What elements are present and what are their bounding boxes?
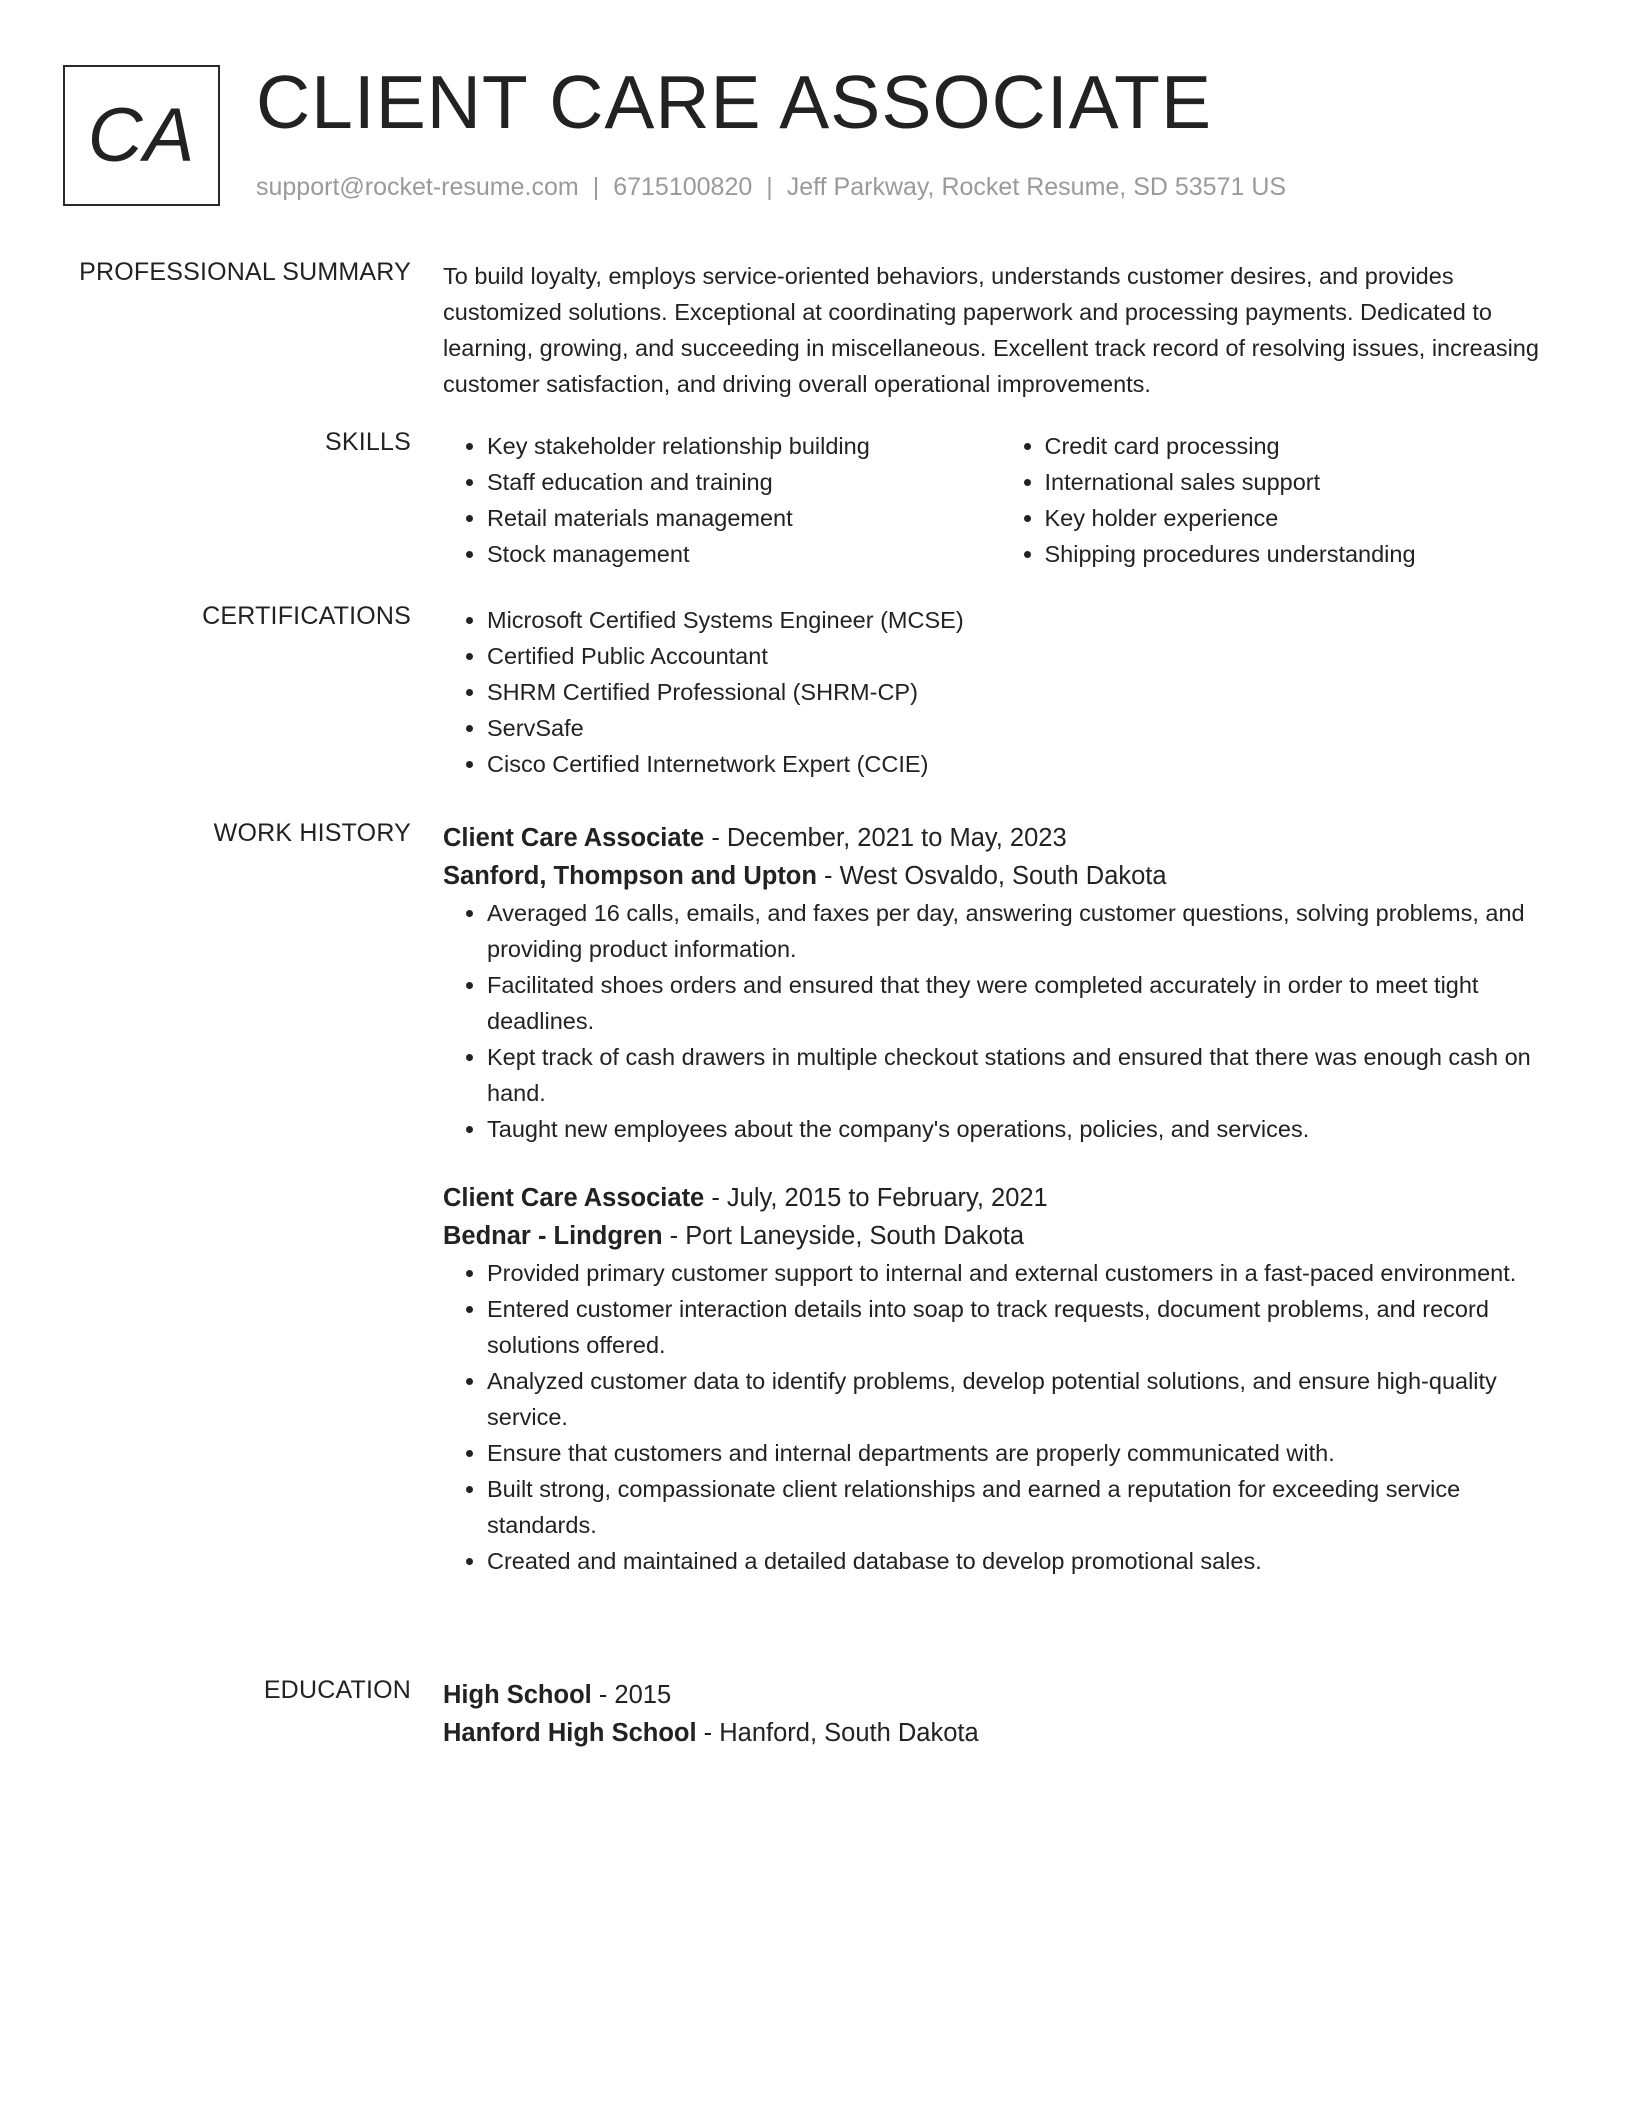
job-entry bbox=[443, 1179, 1558, 1579]
job-bullet: • Built strong, compassionate client relationships and earned a reputation for exceeding service standards. bbox=[487, 1471, 1558, 1543]
skill-item: • Key holder experience bbox=[1045, 500, 1559, 536]
job-company: Sanford, Thompson and Upton bbox=[443, 862, 817, 890]
job-bullet-list bbox=[443, 895, 1558, 1147]
skill-item: • Stock management bbox=[487, 536, 1001, 572]
certification-item: • Cisco Certified Internetwork Expert (CCIE) bbox=[487, 746, 1558, 782]
resume-header bbox=[63, 60, 1563, 210]
skills-list-right bbox=[1001, 428, 1559, 572]
section-label-work-history: WORK HISTORY bbox=[213, 819, 411, 847]
section-label-education: EDUCATION bbox=[263, 1676, 411, 1704]
job-bullet: • Created and maintained a detailed database to develop promotional sales. bbox=[487, 1543, 1558, 1579]
job-company: Bednar - Lindgren bbox=[443, 1222, 663, 1250]
skill-item: • Shipping procedures understanding bbox=[1045, 536, 1559, 572]
summary-body bbox=[443, 258, 1558, 402]
education-school: Hanford High School bbox=[443, 1719, 697, 1747]
job-bullet: • Analyzed customer data to identify problems, develop potential solutions, and ensure high-quality service. bbox=[487, 1363, 1558, 1435]
job-company-line bbox=[443, 1217, 1558, 1255]
summary-text: To build loyalty, employs service-oriented behaviors, understands customer desires, and provides customized solutions. Exceptional at coordinating paperwork and processing payments. Dedicated to learning, growing, and succeeding in miscellaneous. Excellent track record of resolving issues, increasing customer satisfaction, and driving overall operational improvements. bbox=[443, 263, 1539, 397]
education-year: - 2015 bbox=[591, 1681, 672, 1709]
email-text: support@rocket-resume.com bbox=[256, 173, 579, 201]
job-location: - Port Laneyside, South Dakota bbox=[662, 1222, 1025, 1250]
job-company-line bbox=[443, 857, 1558, 895]
contact-line bbox=[256, 173, 1286, 202]
job-bullet: • Provided primary customer support to internal and external customers in a fast-paced environment. bbox=[487, 1255, 1558, 1291]
education-degree: High School bbox=[443, 1681, 592, 1709]
skill-item: • Credit card processing bbox=[1045, 428, 1559, 464]
certification-item: • ServSafe bbox=[487, 710, 1558, 746]
certification-item: • Microsoft Certified Systems Engineer (MCSE) bbox=[487, 602, 1558, 638]
education-body bbox=[443, 1676, 1558, 1752]
certification-item: • SHRM Certified Professional (SHRM-CP) bbox=[487, 674, 1558, 710]
job-title-line bbox=[443, 819, 1558, 857]
skills-list-left bbox=[443, 428, 1001, 572]
education-school-line bbox=[443, 1714, 1558, 1752]
job-title: Client Care Associate bbox=[443, 1184, 705, 1212]
job-dates: - July, 2015 to February, 2021 bbox=[704, 1184, 1048, 1212]
certifications-body bbox=[443, 602, 1558, 782]
job-location: - West Osvaldo, South Dakota bbox=[816, 862, 1167, 890]
section-label-summary: PROFESSIONAL SUMMARY bbox=[79, 258, 411, 286]
job-bullet: • Kept track of cash drawers in multiple checkout stations and ensured that there was enough cash on hand. bbox=[487, 1039, 1558, 1111]
section-label-certifications: CERTIFICATIONS bbox=[202, 602, 411, 630]
job-bullet: • Ensure that customers and internal departments are properly communicated with. bbox=[487, 1435, 1558, 1471]
monogram-logo: CA bbox=[63, 65, 220, 206]
job-dates: - December, 2021 to May, 2023 bbox=[704, 824, 1067, 852]
education-location: - Hanford, South Dakota bbox=[696, 1719, 979, 1747]
job-title: Client Care Associate bbox=[443, 824, 705, 852]
education-degree-line bbox=[443, 1676, 1558, 1714]
skills-body bbox=[443, 428, 1558, 572]
job-bullet: • Averaged 16 calls, emails, and faxes per day, answering customer questions, solving problems, and providing product information. bbox=[487, 895, 1558, 967]
separator: | bbox=[766, 173, 773, 201]
certifications-list bbox=[443, 602, 1558, 782]
job-bullet: • Entered customer interaction details into soap to track requests, document problems, and record solutions offered. bbox=[487, 1291, 1558, 1363]
phone-text: 6715100820 bbox=[613, 173, 753, 201]
candidate-title: CLIENT CARE ASSOCIATE bbox=[256, 60, 1212, 144]
job-bullet-list bbox=[443, 1255, 1558, 1579]
separator: | bbox=[592, 173, 600, 201]
address-text: Jeff Parkway, Rocket Resume, SD 53571 US bbox=[786, 173, 1287, 201]
work-history-body bbox=[443, 819, 1558, 1579]
skill-item: • Key stakeholder relationship building bbox=[487, 428, 1001, 464]
section-label-skills: SKILLS bbox=[325, 428, 411, 456]
job-bullet: • Facilitated shoes orders and ensured that they were completed accurately in order to meet tight deadlines. bbox=[487, 967, 1558, 1039]
job-title-line bbox=[443, 1179, 1558, 1217]
skill-item: • International sales support bbox=[1045, 464, 1559, 500]
skill-item: • Retail materials management bbox=[487, 500, 1001, 536]
certification-item: • Certified Public Accountant bbox=[487, 638, 1558, 674]
skill-item: • Staff education and training bbox=[487, 464, 1001, 500]
job-entry bbox=[443, 819, 1558, 1147]
job-bullet: • Taught new employees about the company's operations, policies, and services. bbox=[487, 1111, 1558, 1147]
